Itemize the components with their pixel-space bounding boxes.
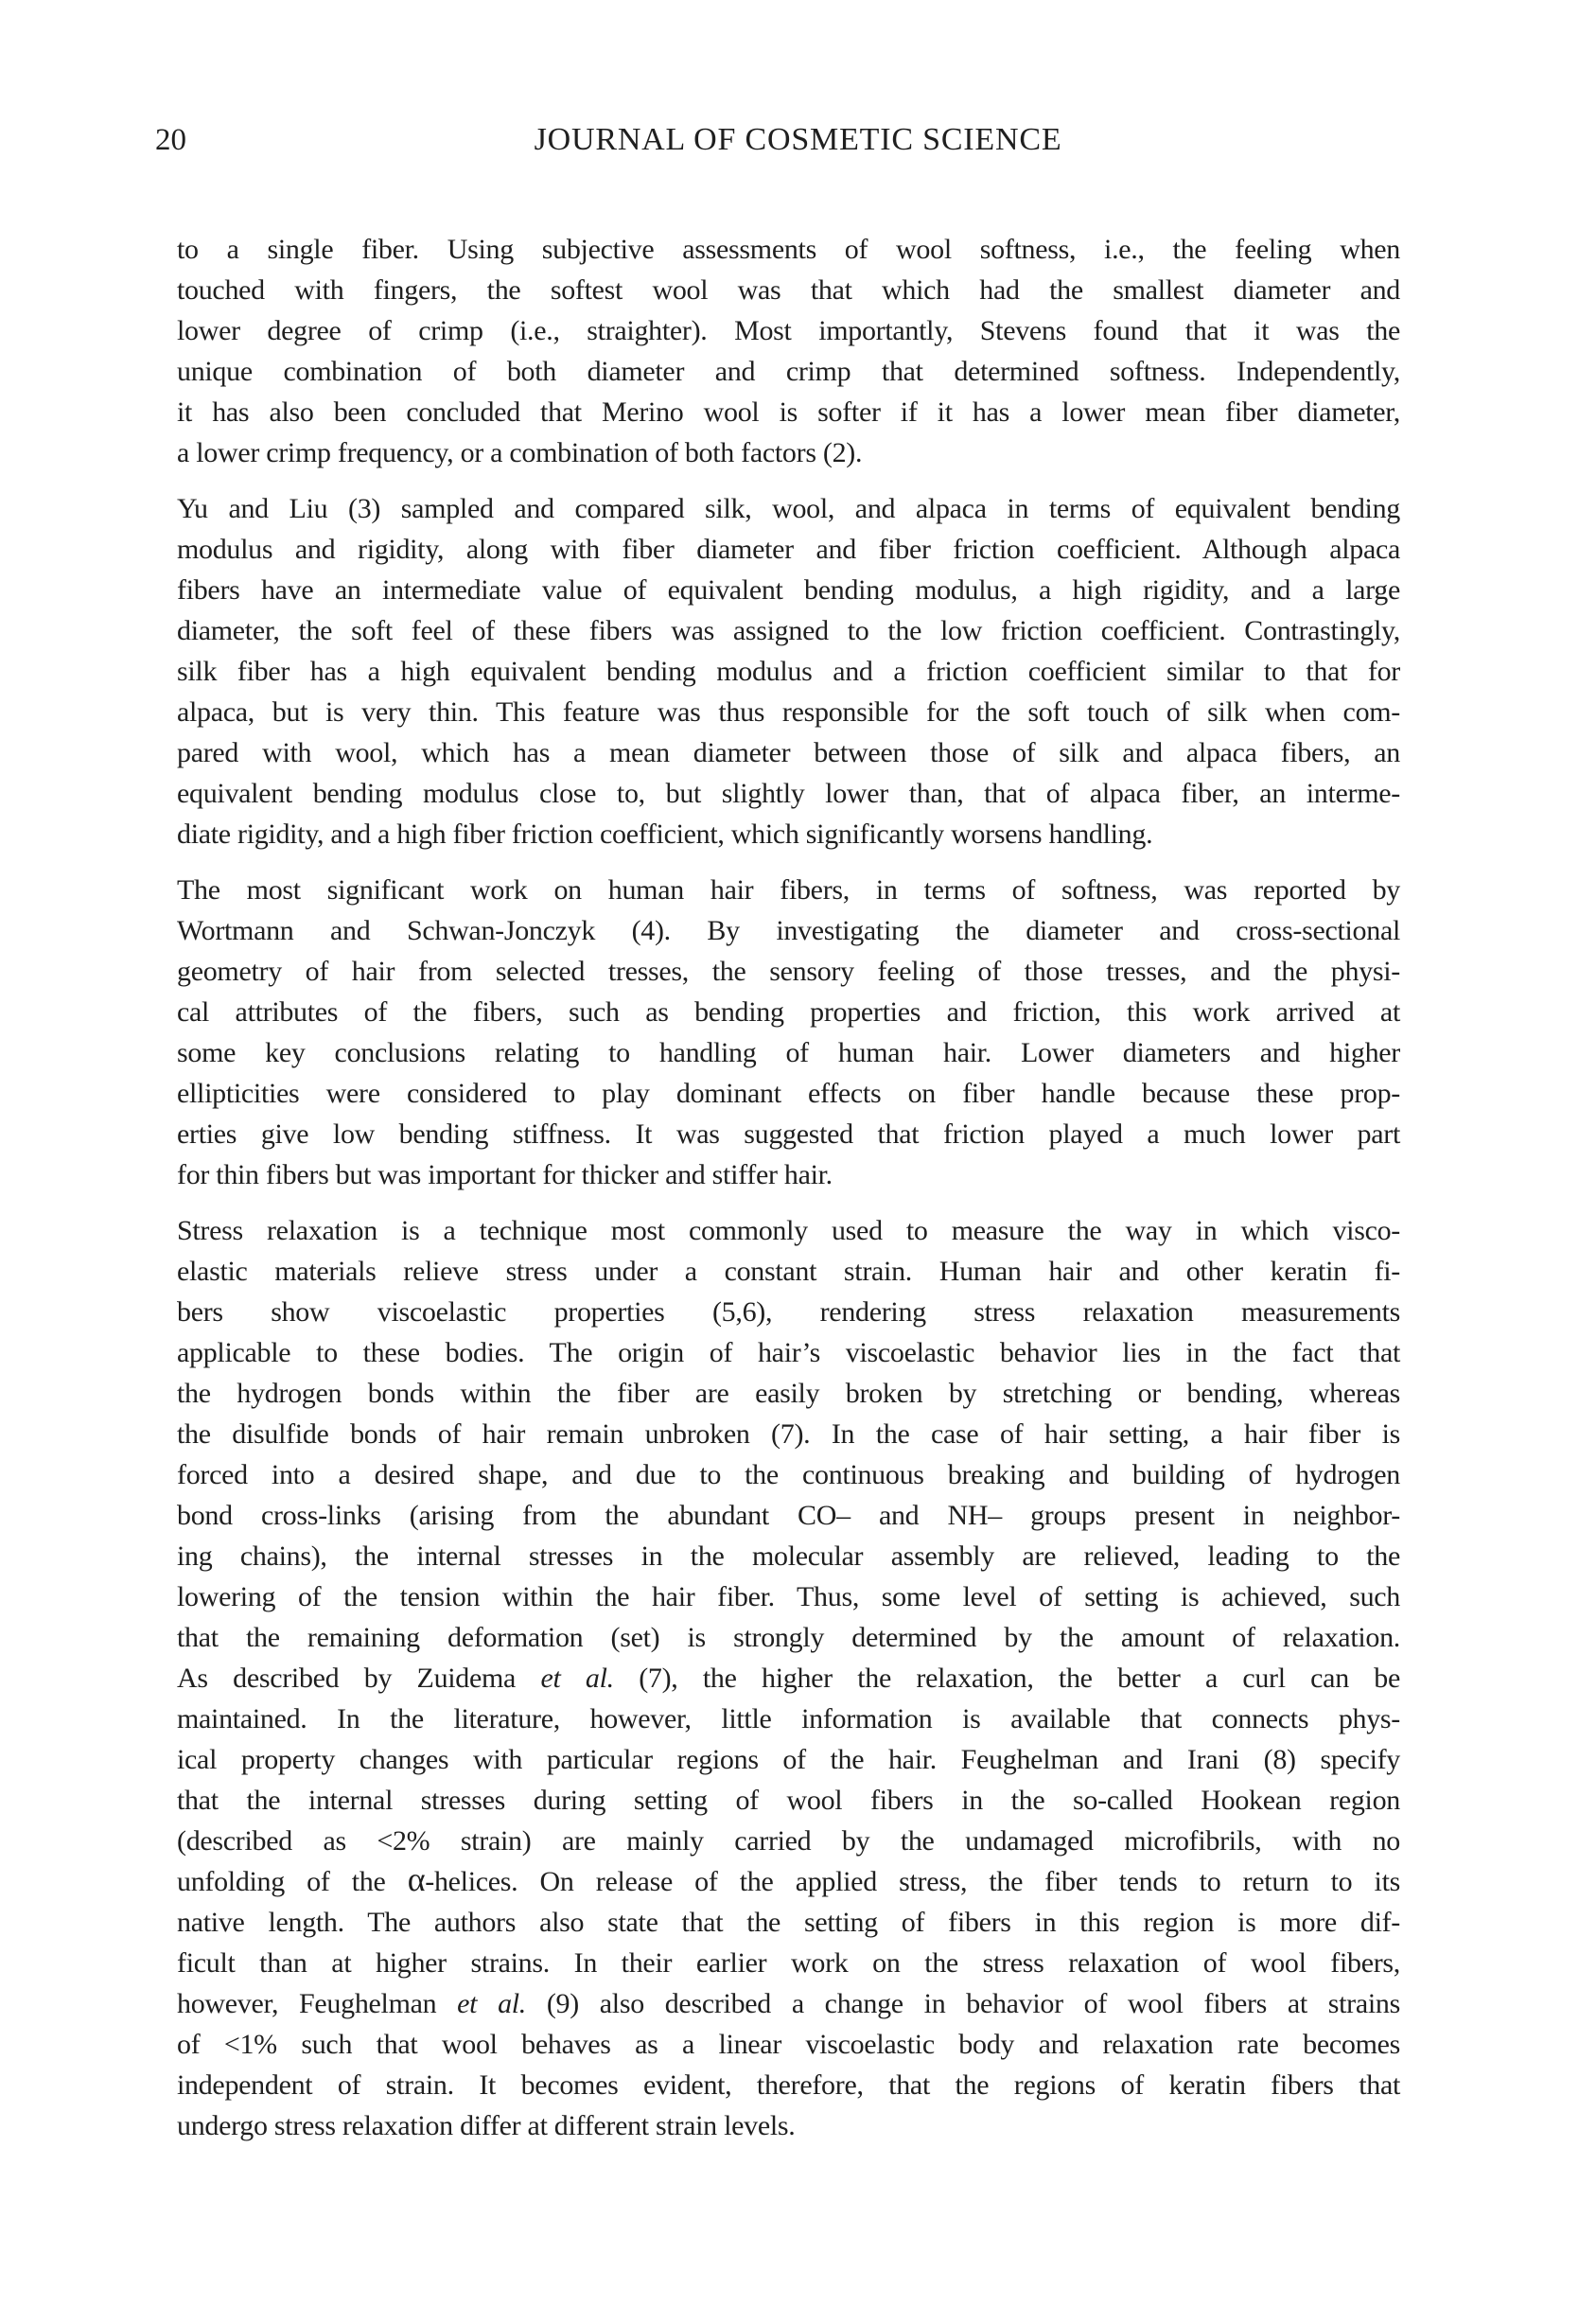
text-line	[177, 992, 1400, 1032]
text-line	[177, 1902, 1400, 1943]
text-run: diate rigidity, and a high fiber friction coefficient, which significantly worsens handling.	[177, 819, 1153, 850]
text-run: cal attributes of the fibers, such as bending properties and friction, this work arrived at	[177, 996, 1400, 1028]
text-run: Yu and Liu (3) sampled and compared silk, wool, and alpaca in terms of equivalent bending	[177, 493, 1400, 524]
paragraph	[177, 229, 1400, 473]
page-header	[0, 121, 1596, 168]
text-run: Wortmann and Schwan-Jonczyk (4). By investigating the diameter and cross-sectional	[177, 915, 1400, 946]
text-line	[177, 229, 1400, 270]
text-line	[177, 1332, 1400, 1373]
text-line	[177, 1032, 1400, 1073]
text-run: for thin fibers but was important for thicker and stiffer hair.	[177, 1159, 833, 1190]
text-line	[177, 351, 1400, 392]
text-line	[177, 1780, 1400, 1821]
text-line	[177, 773, 1400, 814]
text-line	[177, 1154, 1400, 1195]
italic-text: et al.	[457, 1988, 526, 2019]
text-run: independent of strain. It becomes evident, therefore, that the regions of keratin fibers that	[177, 2069, 1400, 2101]
text-line	[177, 2105, 1400, 2146]
text-line	[177, 1251, 1400, 1292]
text-run: forced into a desired shape, and due to the continuous breaking and building of hydrogen	[177, 1459, 1400, 1490]
text-line	[177, 1114, 1400, 1154]
text-run: that the internal stresses during setting of wool fibers in the so-called Hookean region	[177, 1785, 1400, 1816]
text-line	[177, 1495, 1400, 1536]
text-line	[177, 2024, 1400, 2065]
text-line	[177, 392, 1400, 432]
text-line	[177, 732, 1400, 773]
text-run: lower degree of crimp (i.e., straighter). Most importantly, Stevens found that it was the	[177, 315, 1400, 346]
text-line	[177, 432, 1400, 473]
text-run: fibers have an intermediate value of equivalent bending modulus, a high rigidity, and a large	[177, 574, 1400, 606]
text-run: The most significant work on human hair fibers, in terms of softness, was reported by	[177, 874, 1400, 906]
text-run: (7), the higher the relaxation, the better a curl can be	[613, 1663, 1401, 1694]
text-run: ficult than at higher strains. In their earlier work on the stress relaxation of wool fibers,	[177, 1947, 1400, 1979]
text-run: it has also been concluded that Merino wool is softer if it has a lower mean fiber diameter,	[177, 396, 1400, 428]
page-number: 20	[155, 123, 186, 157]
text-run: pared with wool, which has a mean diameter between those of silk and alpaca fibers, an	[177, 737, 1400, 768]
paragraph	[177, 488, 1400, 854]
text-run: the hydrogen bonds within the fiber are easily broken by stretching or bending, whereas	[177, 1378, 1400, 1409]
text-line	[177, 1658, 1400, 1699]
text-run: diameter, the soft feel of these fibers was assigned to the low friction coefficient. Contrastingly,	[177, 615, 1400, 646]
text-line	[177, 1861, 1400, 1902]
text-run: Stress relaxation is a technique most commonly used to measure the way in which visco-	[177, 1215, 1400, 1246]
text-run: undergo stress relaxation differ at different strain levels.	[177, 2110, 796, 2141]
text-line	[177, 1983, 1400, 2024]
text-line	[177, 951, 1400, 992]
text-run: applicable to these bodies. The origin of hair’s viscoelastic behavior lies in the fact that	[177, 1337, 1400, 1368]
text-line	[177, 1292, 1400, 1332]
text-run: equivalent bending modulus close to, but slightly lower than, that of alpaca fiber, an interme-	[177, 778, 1400, 809]
journal-title: JOURNAL OF COSMETIC SCIENCE	[534, 122, 1062, 157]
text-line	[177, 270, 1400, 310]
paragraph	[177, 870, 1400, 1195]
text-run: some key conclusions relating to handling of human hair. Lower diameters and higher	[177, 1037, 1400, 1068]
text-run: bond cross-links (arising from the abundant CO– and NH– groups present in neighbor-	[177, 1500, 1400, 1531]
text-run: unfolding of the	[177, 1866, 408, 1897]
text-run: the disulfide bonds of hair remain unbroken (7). In the case of hair setting, a hair fiber is	[177, 1418, 1400, 1450]
text-line	[177, 1821, 1400, 1861]
paragraph	[177, 1210, 1400, 2146]
text-run: As described by Zuidema	[177, 1663, 541, 1694]
text-run: maintained. In the literature, however, little information is available that connects phys-	[177, 1703, 1400, 1734]
text-run: that the remaining deformation (set) is strongly determined by the amount of relaxation.	[177, 1622, 1400, 1653]
article-body	[177, 229, 1400, 2161]
text-run: to a single fiber. Using subjective assessments of wool softness, i.e., the feeling when	[177, 234, 1400, 265]
text-line	[177, 1576, 1400, 1617]
text-run: (9) also described a change in behavior of wool fibers at strains	[526, 1988, 1400, 2019]
text-line	[177, 1454, 1400, 1495]
greek-alpha: α	[407, 1860, 426, 1898]
text-line	[177, 1699, 1400, 1739]
text-line	[177, 814, 1400, 854]
text-line	[177, 1739, 1400, 1780]
text-line	[177, 870, 1400, 910]
text-line	[177, 1943, 1400, 1983]
text-run: elastic materials relieve stress under a constant strain. Human hair and other keratin fi-	[177, 1256, 1400, 1287]
text-run: a lower crimp frequency, or a combination of both factors (2).	[177, 437, 863, 468]
text-run: erties give low bending stiffness. It was suggested that friction played a much lower part	[177, 1118, 1400, 1150]
text-run: native length. The authors also state that the setting of fibers in this region is more dif-	[177, 1907, 1400, 1938]
text-run: alpaca, but is very thin. This feature was thus responsible for the soft touch of silk when com-	[177, 696, 1400, 728]
text-line	[177, 1373, 1400, 1414]
text-line	[177, 310, 1400, 351]
text-run: unique combination of both diameter and crimp that determined softness. Independently,	[177, 356, 1400, 387]
text-run: of <1% such that wool behaves as a linear viscoelastic body and relaxation rate becomes	[177, 2029, 1400, 2060]
text-line	[177, 529, 1400, 570]
text-line	[177, 1536, 1400, 1576]
text-line	[177, 692, 1400, 732]
text-run: lowering of the tension within the hair fiber. Thus, some level of setting is achieved, such	[177, 1581, 1400, 1612]
text-run: -helices. On release of the applied stress, the fiber tends to return to its	[425, 1866, 1400, 1897]
text-line	[177, 910, 1400, 951]
text-run: (described as <2% strain) are mainly carried by the undamaged microfibrils, with no	[177, 1825, 1400, 1857]
text-line	[177, 570, 1400, 610]
text-run: silk fiber has a high equivalent bending modulus and a friction coefficient similar to that for	[177, 656, 1400, 687]
text-run: bers show viscoelastic properties (5,6), rendering stress relaxation measurements	[177, 1296, 1400, 1328]
text-line	[177, 1617, 1400, 1658]
text-line	[177, 1073, 1400, 1114]
text-line	[177, 610, 1400, 651]
text-line	[177, 651, 1400, 692]
text-run: however, Feughelman	[177, 1988, 458, 2019]
text-run: touched with fingers, the softest wool was that which had the smallest diameter and	[177, 274, 1400, 306]
text-line	[177, 2065, 1400, 2105]
text-run: geometry of hair from selected tresses, the sensory feeling of those tresses, and the physi-	[177, 956, 1400, 987]
text-run: modulus and rigidity, along with fiber diameter and fiber friction coefficient. Although alpaca	[177, 534, 1400, 565]
text-line	[177, 1414, 1400, 1454]
text-run: ellipticities were considered to play dominant effects on fiber handle because these prop-	[177, 1078, 1400, 1109]
text-run: ing chains), the internal stresses in the molecular assembly are relieved, leading to the	[177, 1540, 1400, 1572]
text-line	[177, 488, 1400, 529]
text-run: ical property changes with particular regions of the hair. Feughelman and Irani (8) specify	[177, 1744, 1400, 1775]
italic-text: et al.	[540, 1663, 614, 1694]
text-line	[177, 1210, 1400, 1251]
